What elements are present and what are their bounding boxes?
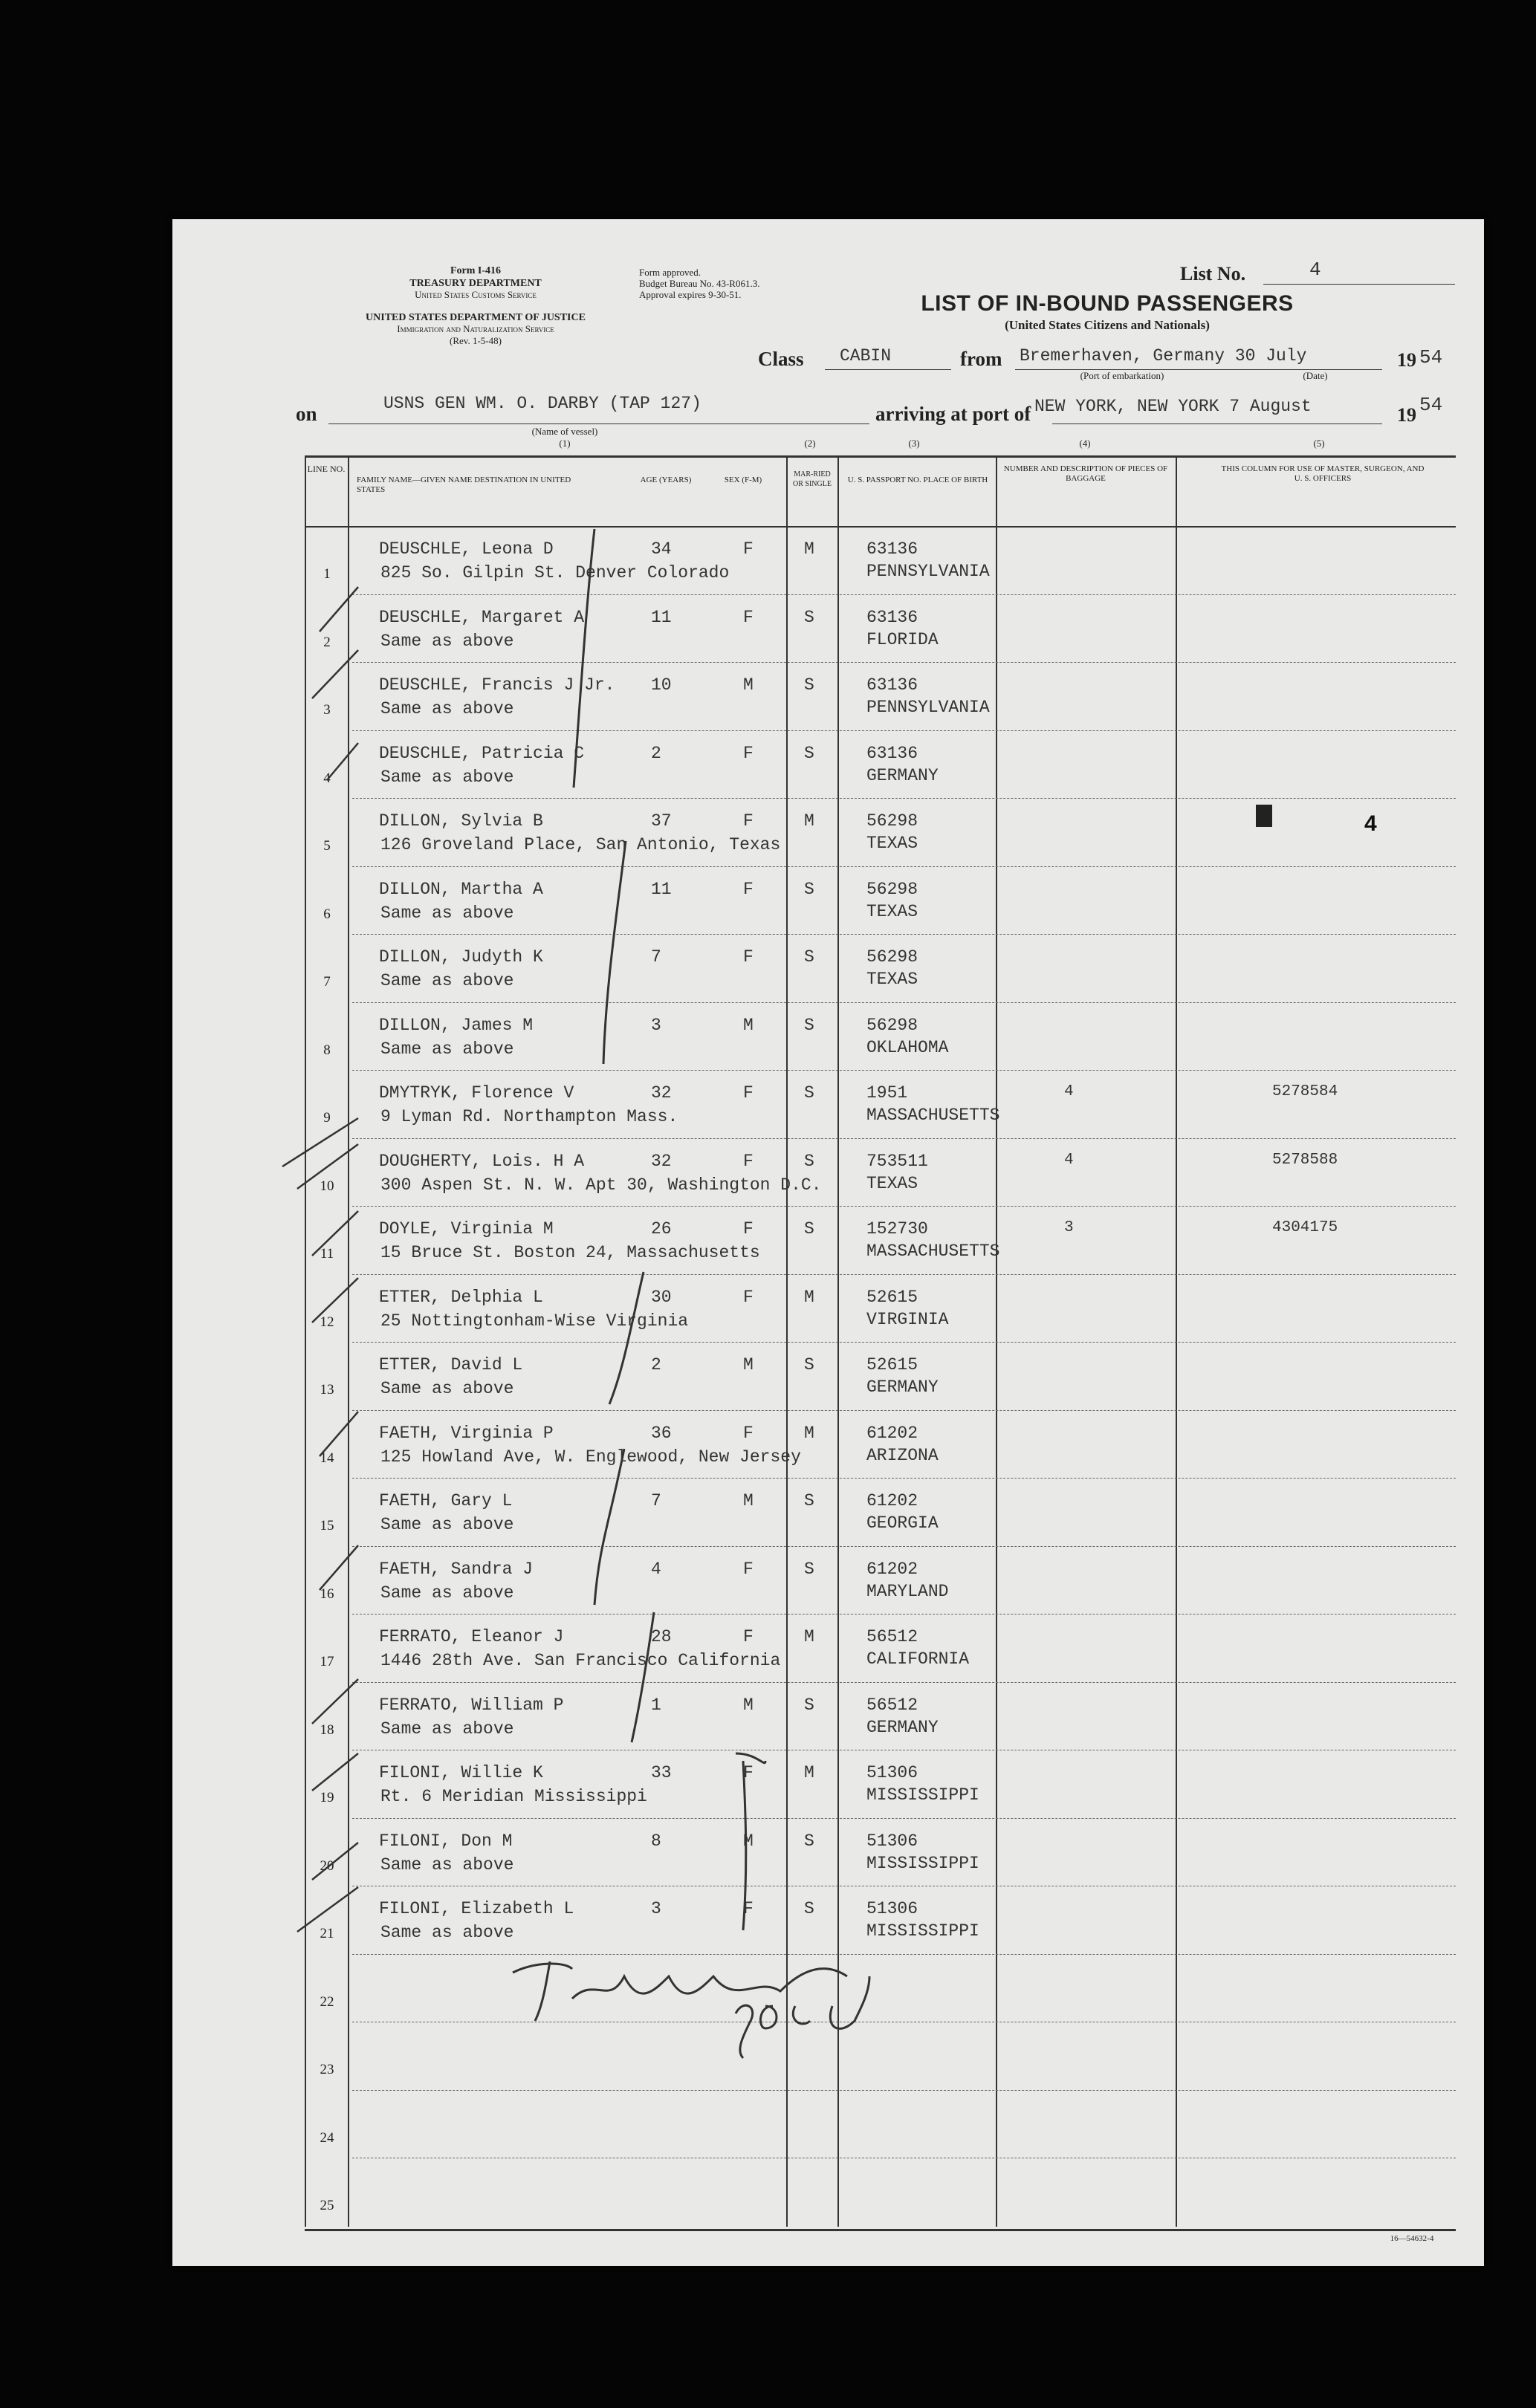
place-of-birth: MASSACHUSETTS <box>866 1242 1000 1261</box>
line-number: 4 <box>323 770 331 786</box>
passenger-sex: F <box>743 1423 754 1443</box>
line-number: 14 <box>320 1450 334 1466</box>
row-divider <box>352 1342 1456 1343</box>
passenger-destination: Same as above <box>380 631 514 651</box>
line-number: 9 <box>323 1110 331 1126</box>
place-of-birth: GERMANY <box>866 1377 939 1397</box>
passenger-destination: Same as above <box>380 699 514 718</box>
passenger-age: 7 <box>651 1491 661 1510</box>
passenger-marital-status: S <box>804 1355 814 1375</box>
passenger-age: 7 <box>651 947 661 967</box>
row-divider <box>352 1954 1456 1955</box>
header-divider <box>305 526 1456 528</box>
married-col-right <box>837 455 839 2227</box>
place-of-birth: VIRGINIA <box>866 1309 949 1329</box>
page-title: LIST OF IN-BOUND PASSENGERS <box>921 291 1294 316</box>
passenger-age: 3 <box>651 1015 661 1035</box>
passenger-destination: Same as above <box>380 767 514 787</box>
row-divider <box>352 866 1456 867</box>
passenger-name: ETTER, Delphia L <box>379 1287 543 1307</box>
footer-code: 16—54632-4 <box>1390 2234 1434 2243</box>
passport-number: 56512 <box>866 1627 918 1646</box>
passenger-marital-status: S <box>804 1831 814 1851</box>
passenger-age: 26 <box>651 1219 672 1239</box>
on-label: on <box>296 403 317 425</box>
line-number: 11 <box>320 1246 334 1262</box>
vessel-column-number: (1) <box>559 438 571 449</box>
line-number: 3 <box>323 702 331 718</box>
passenger-destination: Same as above <box>380 1583 514 1603</box>
place-of-birth: CALIFORNIA <box>866 1649 970 1669</box>
passenger-destination: 25 Nottingtonham-Wise Virginia <box>380 1311 689 1331</box>
passenger-marital-status: S <box>804 1559 814 1579</box>
passenger-sex: F <box>743 1083 754 1103</box>
row-divider <box>352 662 1456 663</box>
header-passport: U. S. PASSPORT NO. PLACE OF BIRTH <box>847 476 988 484</box>
passenger-age: 3 <box>651 1899 661 1918</box>
row-divider <box>352 798 1456 799</box>
list-no-label: List No. <box>1180 263 1246 285</box>
passenger-marital-status: M <box>804 811 814 831</box>
line-col-left <box>305 455 306 2227</box>
year-prefix-1: 19 <box>1397 349 1416 371</box>
officer-note: 5278588 <box>1272 1151 1338 1169</box>
passport-number: 56298 <box>866 947 918 967</box>
row-divider <box>352 1410 1456 1411</box>
passenger-sex: F <box>743 1899 754 1918</box>
passenger-name: FERRATO, William P <box>379 1695 564 1715</box>
list-no-value: 4 <box>1309 259 1321 281</box>
passenger-age: 37 <box>651 811 672 831</box>
passport-number: 56298 <box>866 1015 918 1035</box>
passenger-name: FERRATO, Eleanor J <box>379 1627 564 1646</box>
page-subtitle: (United States Citizens and Nationals) <box>1005 318 1210 332</box>
baggage-count: 3 <box>1064 1219 1074 1236</box>
passenger-age: 28 <box>651 1627 672 1646</box>
line-number: 20 <box>320 1857 334 1874</box>
passport-number: 63136 <box>866 539 918 559</box>
passenger-destination: 15 Bruce St. Boston 24, Massachusetts <box>380 1243 760 1262</box>
arrival-underline <box>1052 423 1382 424</box>
passenger-name: DEUSCHLE, Patricia C <box>379 743 585 763</box>
customs-service: United States Customs Service <box>415 289 537 300</box>
passenger-age: 1 <box>651 1695 661 1715</box>
passenger-age: 2 <box>651 743 661 763</box>
ins-service: Immigration and Naturalization Service <box>397 323 554 334</box>
passenger-sex: M <box>743 1015 754 1035</box>
passenger-destination: Same as above <box>380 971 514 990</box>
passenger-sex: M <box>743 1355 754 1375</box>
row-divider <box>352 730 1456 731</box>
header-line-no: LINE NO. <box>307 464 346 474</box>
passenger-destination: Same as above <box>380 1923 514 1942</box>
passenger-name: FILONI, Elizabeth L <box>379 1899 574 1918</box>
passenger-name: FAETH, Virginia P <box>379 1423 554 1443</box>
approval-line-2: Budget Bureau No. 43-R061.3. <box>639 278 760 289</box>
passenger-name: ETTER, David L <box>379 1355 523 1375</box>
passenger-sex: F <box>743 1219 754 1239</box>
vessel-name: USNS GEN WM. O. DARBY (TAP 127) <box>383 394 701 413</box>
passenger-destination: Rt. 6 Meridian Mississippi <box>380 1787 647 1806</box>
passenger-age: 36 <box>651 1423 672 1443</box>
passenger-name: DEUSCHLE, Margaret A <box>379 607 585 627</box>
passenger-sex: F <box>743 1763 754 1782</box>
passenger-sex: F <box>743 539 754 559</box>
place-of-birth: MASSACHUSETTS <box>866 1106 1000 1125</box>
passenger-marital-status: S <box>804 1491 814 1510</box>
place-of-birth: TEXAS <box>866 1173 918 1193</box>
list-no-underline <box>1263 284 1455 285</box>
passenger-destination: 126 Groveland Place, San Antonio, Texas <box>380 835 781 854</box>
passenger-name: FILONI, Willie K <box>379 1763 543 1782</box>
column-number-2: (2) <box>804 438 816 449</box>
passenger-age: 8 <box>651 1831 661 1851</box>
passenger-age: 33 <box>651 1763 672 1782</box>
passport-number: 63136 <box>866 607 918 627</box>
year-prefix-2: 19 <box>1397 404 1416 426</box>
passport-number: 56512 <box>866 1695 918 1715</box>
passenger-sex: M <box>743 1831 754 1851</box>
passenger-marital-status: S <box>804 947 814 967</box>
embarkation-value: Bremerhaven, Germany 30 July <box>1020 346 1307 366</box>
row-divider <box>352 1274 1456 1275</box>
line-number: 17 <box>320 1654 334 1669</box>
header-age: AGE (YEARS) <box>640 476 692 484</box>
passenger-destination: Same as above <box>380 1854 514 1875</box>
passenger-destination: 825 So. Gilpin St. Denver Colorado <box>380 563 730 582</box>
place-of-birth: GERMANY <box>866 765 939 785</box>
passenger-age: 10 <box>651 675 672 695</box>
passport-number: 51306 <box>866 1899 918 1918</box>
place-of-birth: TEXAS <box>866 901 918 921</box>
passenger-age: 11 <box>651 879 672 899</box>
form-number: Form I-416 <box>450 265 502 276</box>
header-sex: SEX (F-M) <box>724 476 762 484</box>
passenger-marital-status: M <box>804 539 814 559</box>
line-number: 22 <box>320 1993 334 2010</box>
passenger-marital-status: S <box>804 1151 814 1171</box>
class-value: CABIN <box>840 346 892 366</box>
column-number-4: (4) <box>1079 438 1091 449</box>
line-number: 24 <box>320 2129 334 2146</box>
line-number: 5 <box>323 838 331 854</box>
passenger-sex: F <box>743 811 754 831</box>
passenger-destination: 125 Howland Ave, W. Englewood, New Jersey <box>380 1447 801 1467</box>
approval-line-1: Form approved. <box>639 267 701 278</box>
line-number: 25 <box>320 2198 334 2213</box>
place-of-birth: PENNSYLVANIA <box>866 698 990 717</box>
from-label: from <box>960 348 1002 370</box>
passenger-name: DMYTRYK, Florence V <box>379 1083 574 1103</box>
passenger-destination: Same as above <box>380 1515 514 1534</box>
row-divider <box>352 1070 1456 1071</box>
passenger-destination: Same as above <box>380 1379 514 1398</box>
passenger-sex: F <box>743 879 754 899</box>
passenger-name: DILLON, Sylvia B <box>379 811 543 831</box>
passenger-marital-status: M <box>804 1627 814 1646</box>
line-col-divider <box>348 455 349 2227</box>
place-of-birth: TEXAS <box>866 834 918 853</box>
line-number: 19 <box>320 1790 334 1805</box>
arriving-label: arriving at port of <box>875 403 1031 425</box>
officer-note: 5278584 <box>1272 1083 1338 1100</box>
place-of-birth: TEXAS <box>866 970 918 989</box>
line-number: 16 <box>320 1586 334 1602</box>
manifest-table <box>305 455 1456 2231</box>
passenger-age: 32 <box>651 1083 672 1103</box>
passenger-marital-status: S <box>804 1083 814 1103</box>
line-number: 10 <box>320 1178 334 1194</box>
passenger-marital-status: S <box>804 1015 814 1035</box>
line-number: 12 <box>320 1314 334 1330</box>
place-of-birth: OKLAHOMA <box>866 1037 949 1057</box>
passenger-marital-status: M <box>804 1287 814 1307</box>
place-of-birth: MISSISSIPPI <box>866 1853 979 1873</box>
passenger-name: DEUSCHLE, Francis J Jr. <box>379 675 615 695</box>
passenger-sex: M <box>743 1695 754 1715</box>
passport-number: 52615 <box>866 1287 918 1307</box>
passenger-marital-status: S <box>804 743 814 763</box>
officer-note: 4 <box>1364 811 1377 836</box>
passport-number: 52615 <box>866 1355 918 1375</box>
class-underline <box>825 369 951 370</box>
passenger-sex: F <box>743 947 754 967</box>
passport-number: 61202 <box>866 1559 918 1579</box>
form-revision: (Rev. 1-5-48) <box>450 335 502 346</box>
arrival-value: NEW YORK, NEW YORK 7 August <box>1034 397 1312 416</box>
passenger-sex: F <box>743 1627 754 1646</box>
header-officers: THIS COLUMN FOR USE OF MASTER, SURGEON, AND U. S. OFFICERS <box>1221 464 1425 483</box>
passenger-destination: Same as above <box>380 1039 514 1059</box>
passenger-name: FILONI, Don M <box>379 1831 513 1851</box>
passenger-destination: Same as above <box>380 903 514 923</box>
line-number: 23 <box>320 2062 334 2077</box>
row-divider <box>352 1002 1456 1003</box>
row-divider <box>352 1682 1456 1683</box>
class-label: Class <box>758 348 804 370</box>
married-col-left <box>786 455 788 2227</box>
column-number-5: (5) <box>1313 438 1325 449</box>
row-divider <box>352 594 1456 595</box>
row-divider <box>352 1478 1456 1479</box>
passport-number: 753511 <box>866 1151 928 1171</box>
passenger-sex: F <box>743 607 754 627</box>
passenger-marital-status: S <box>804 675 814 695</box>
row-divider <box>352 2090 1456 2091</box>
justice-dept: UNITED STATES DEPARTMENT OF JUSTICE <box>366 312 586 323</box>
passenger-name: DILLON, James M <box>379 1015 534 1035</box>
place-of-birth: MARYLAND <box>866 1581 949 1601</box>
date-caption: (Date) <box>1303 370 1328 381</box>
line-number: 8 <box>323 1042 331 1058</box>
passenger-marital-status: S <box>804 1899 814 1918</box>
passenger-age: 34 <box>651 539 672 559</box>
row-divider <box>352 934 1456 935</box>
passenger-marital-status: M <box>804 1423 814 1443</box>
passport-number: 1951 <box>866 1083 908 1103</box>
place-of-birth: PENNSYLVANIA <box>866 562 990 581</box>
port-caption: (Port of embarkation) <box>1080 370 1164 381</box>
passenger-sex: F <box>743 1287 754 1307</box>
passenger-sex: M <box>743 1491 754 1510</box>
officer-note: 4304175 <box>1272 1219 1338 1236</box>
place-of-birth: MISSISSIPPI <box>866 1785 979 1805</box>
passenger-name: FAETH, Gary L <box>379 1491 513 1510</box>
passport-number: 63136 <box>866 675 918 695</box>
passenger-marital-status: S <box>804 879 814 899</box>
baggage-count: 4 <box>1064 1151 1074 1169</box>
place-of-birth: GERMANY <box>866 1717 939 1737</box>
year-suffix-2: 54 <box>1419 394 1443 416</box>
passport-number: 63136 <box>866 743 918 763</box>
passport-number: 56298 <box>866 811 918 831</box>
baggage-count: 4 <box>1064 1083 1074 1100</box>
passenger-age: 4 <box>651 1559 661 1579</box>
column-number-3: (3) <box>908 438 920 449</box>
passenger-age: 2 <box>651 1355 661 1375</box>
passenger-destination: 9 Lyman Rd. Northampton Mass. <box>380 1107 678 1126</box>
year-suffix-1: 54 <box>1419 346 1443 369</box>
row-divider <box>352 1818 1456 1819</box>
treasury-dept: TREASURY DEPARTMENT <box>409 278 542 289</box>
row-divider <box>352 1546 1456 1547</box>
place-of-birth: ARIZONA <box>866 1445 939 1465</box>
passenger-name: DOUGHERTY, Lois. H A <box>379 1151 585 1171</box>
passport-number: 152730 <box>866 1219 928 1239</box>
passenger-destination: Same as above <box>380 1719 514 1739</box>
passenger-marital-status: M <box>804 1763 814 1782</box>
header-name: FAMILY NAME—GIVEN NAME DESTINATION IN UNITED STATES <box>357 476 571 494</box>
passport-number: 56298 <box>866 879 918 899</box>
line-number: 2 <box>323 634 331 650</box>
passenger-sex: F <box>743 1151 754 1171</box>
place-of-birth: FLORIDA <box>866 629 939 649</box>
place-of-birth: MISSISSIPPI <box>866 1921 979 1941</box>
passenger-destination: 300 Aspen St. N. W. Apt 30, Washington D.C. <box>380 1175 822 1195</box>
line-number: 6 <box>323 906 331 922</box>
passport-col-right <box>996 455 997 2227</box>
line-number: 13 <box>320 1382 334 1398</box>
line-number: 15 <box>320 1518 334 1534</box>
line-number: 7 <box>323 974 331 990</box>
vessel-caption: (Name of vessel) <box>531 426 598 437</box>
passenger-age: 32 <box>651 1151 672 1171</box>
passenger-name: DILLON, Judyth K <box>379 947 543 967</box>
passenger-sex: M <box>743 675 754 695</box>
passenger-destination: 1446 28th Ave. San Francisco California <box>380 1651 781 1670</box>
passenger-marital-status: S <box>804 1695 814 1715</box>
line-number: 1 <box>323 566 331 582</box>
passenger-age: 30 <box>651 1287 672 1307</box>
header-baggage: NUMBER AND DESCRIPTION OF PIECES OF BAGGAGE <box>1003 464 1168 483</box>
passenger-sex: F <box>743 743 754 763</box>
passenger-marital-status: S <box>804 607 814 627</box>
vessel-underline <box>328 423 869 424</box>
header-married: MAR-RIED OR SINGLE <box>793 470 832 488</box>
line-number: 21 <box>320 1926 334 1941</box>
passport-number: 51306 <box>866 1763 918 1782</box>
passenger-name: DOYLE, Virginia M <box>379 1219 554 1239</box>
passenger-name: DILLON, Martha A <box>379 879 543 899</box>
line-number: 18 <box>320 1721 334 1738</box>
passport-number: 51306 <box>866 1831 918 1851</box>
place-of-birth: GEORGIA <box>866 1513 939 1533</box>
baggage-col-right <box>1176 455 1177 2227</box>
passenger-name: DEUSCHLE, Leona D <box>379 539 554 559</box>
passenger-marital-status: S <box>804 1219 814 1239</box>
passenger-name: FAETH, Sandra J <box>379 1559 534 1579</box>
passport-number: 61202 <box>866 1491 918 1510</box>
row-divider <box>352 1138 1456 1139</box>
row-divider <box>352 1206 1456 1207</box>
passenger-age: 11 <box>651 607 672 627</box>
passenger-sex: F <box>743 1559 754 1579</box>
approval-line-3: Approval expires 9-30-51. <box>639 289 742 300</box>
passport-number: 61202 <box>866 1423 918 1443</box>
